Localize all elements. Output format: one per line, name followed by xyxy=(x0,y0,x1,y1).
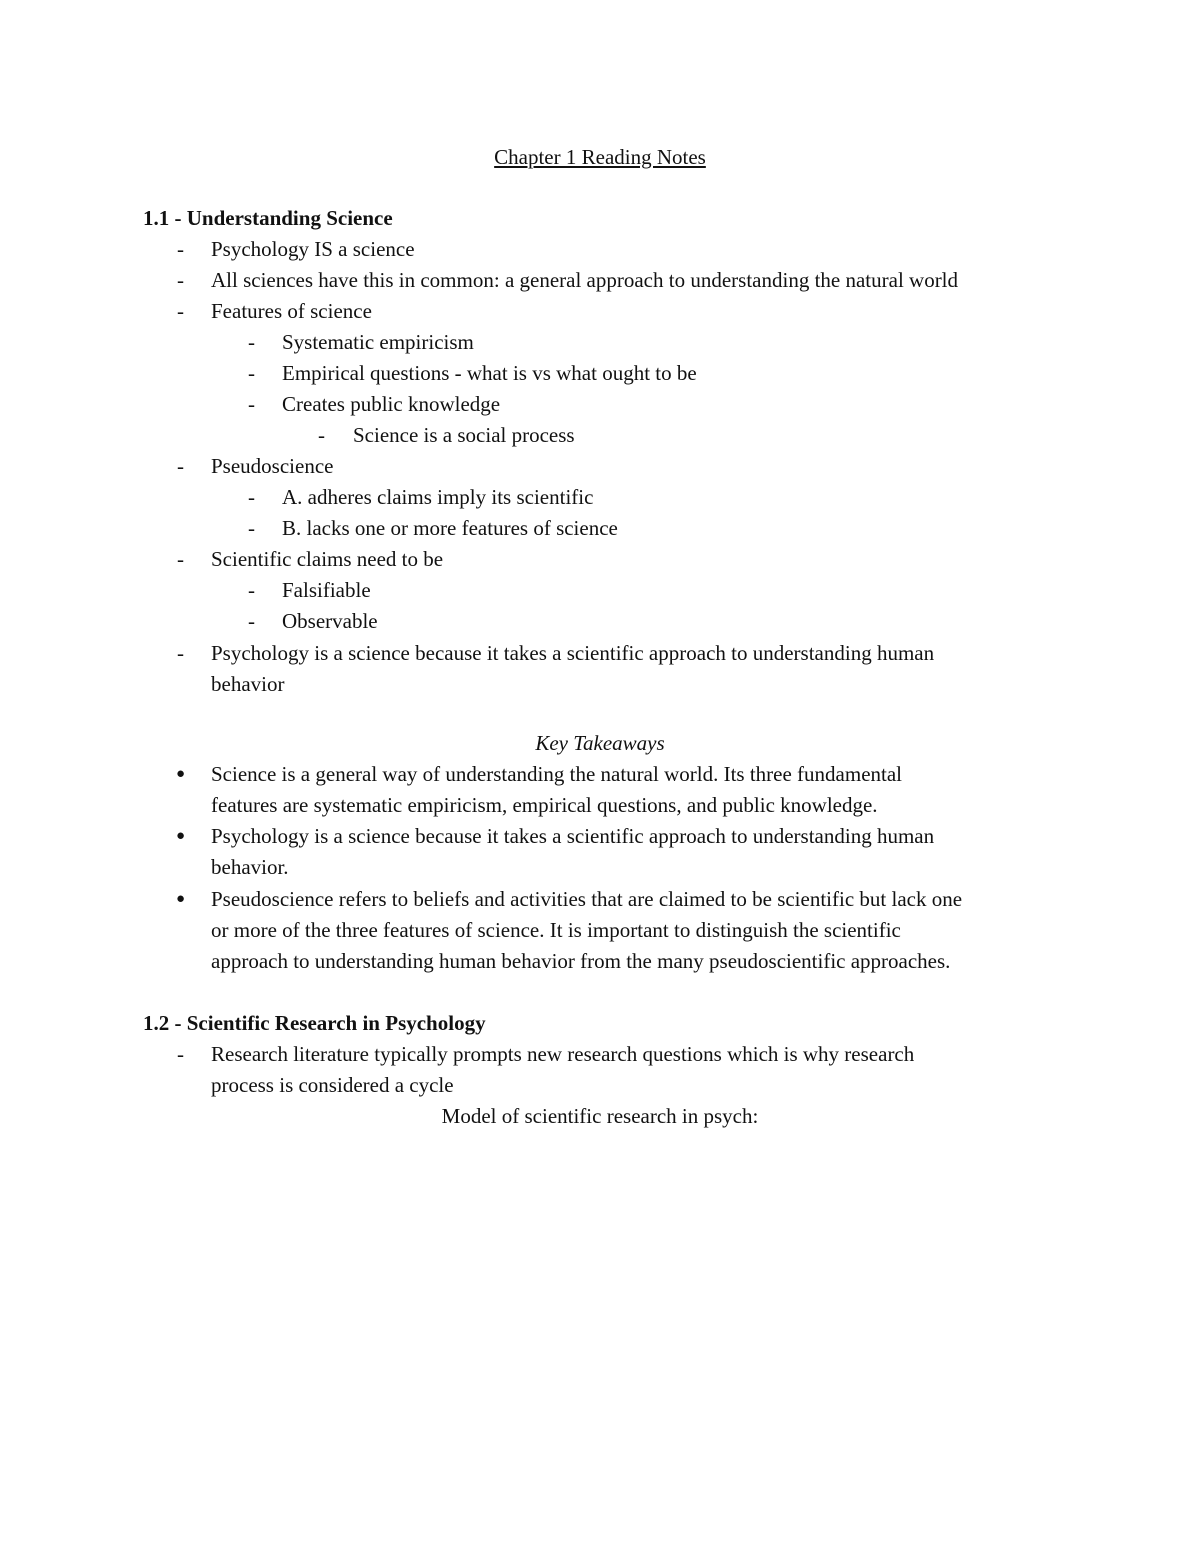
list-item: A. adheres claims imply its scientific xyxy=(282,485,594,509)
bullet-icon: ● xyxy=(176,766,186,782)
list-item-continuation: behavior xyxy=(211,672,285,696)
list-dash: - xyxy=(248,578,255,602)
list-item-continuation: process is considered a cycle xyxy=(211,1073,454,1097)
takeaway-line: Science is a general way of understanding the natural world. Its three fundamental xyxy=(211,762,903,786)
list-dash: - xyxy=(248,361,255,385)
takeaway-line: behavior. xyxy=(211,855,289,879)
list-item: Scientific claims need to be xyxy=(211,547,444,571)
bullet-icon: ● xyxy=(176,891,186,907)
list-dash: - xyxy=(177,454,184,478)
list-dash: - xyxy=(177,268,184,292)
list-dash: - xyxy=(318,423,325,447)
list-item: Systematic empiricism xyxy=(282,330,474,354)
list-dash: - xyxy=(248,392,255,416)
takeaway-line: Pseudoscience refers to beliefs and activities that are claimed to be scientific but lack one xyxy=(211,887,963,911)
list-item: Observable xyxy=(282,609,378,633)
list-dash: - xyxy=(177,1042,184,1066)
list-item: Features of science xyxy=(211,299,372,323)
takeaway-line: approach to understanding human behavior from the many pseudoscientific approaches. xyxy=(211,949,951,973)
key-takeaways-heading: Key Takeaways xyxy=(535,731,665,755)
list-dash: - xyxy=(248,516,255,540)
list-item: Falsifiable xyxy=(282,578,371,602)
takeaway-line: features are systematic empiricism, empirical questions, and public knowledge. xyxy=(211,793,878,817)
takeaway-line: Psychology is a science because it takes a scientific approach to understanding human xyxy=(211,824,935,848)
list-dash: - xyxy=(177,641,184,665)
document-title: Chapter 1 Reading Notes xyxy=(494,145,706,169)
list-item: Science is a social process xyxy=(353,423,575,447)
list-item: Pseudoscience xyxy=(211,454,334,478)
bullet-icon: ● xyxy=(176,828,186,844)
list-dash: - xyxy=(248,485,255,509)
takeaway-line: or more of the three features of science. It is important to distinguish the scientific xyxy=(211,918,901,942)
list-item: All sciences have this in common: a general approach to understanding the natural world xyxy=(211,268,959,292)
list-item: Empirical questions - what is vs what ought to be xyxy=(282,361,697,385)
list-dash: - xyxy=(248,330,255,354)
section-heading-1-1: 1.1 - Understanding Science xyxy=(143,206,393,230)
list-item: B. lacks one or more features of science xyxy=(282,516,618,540)
list-dash: - xyxy=(177,237,184,261)
model-caption: Model of scientific research in psych: xyxy=(441,1104,759,1128)
section-heading-1-2: 1.2 - Scientific Research in Psychology xyxy=(143,1011,486,1035)
list-item: Psychology is a science because it takes a scientific approach to understanding human xyxy=(211,641,935,665)
list-dash: - xyxy=(177,547,184,571)
list-dash: - xyxy=(248,609,255,633)
list-item: Creates public knowledge xyxy=(282,392,501,416)
list-item: Research literature typically prompts new research questions which is why research xyxy=(211,1042,915,1066)
list-dash: - xyxy=(177,299,184,323)
list-item: Psychology IS a science xyxy=(211,237,415,261)
